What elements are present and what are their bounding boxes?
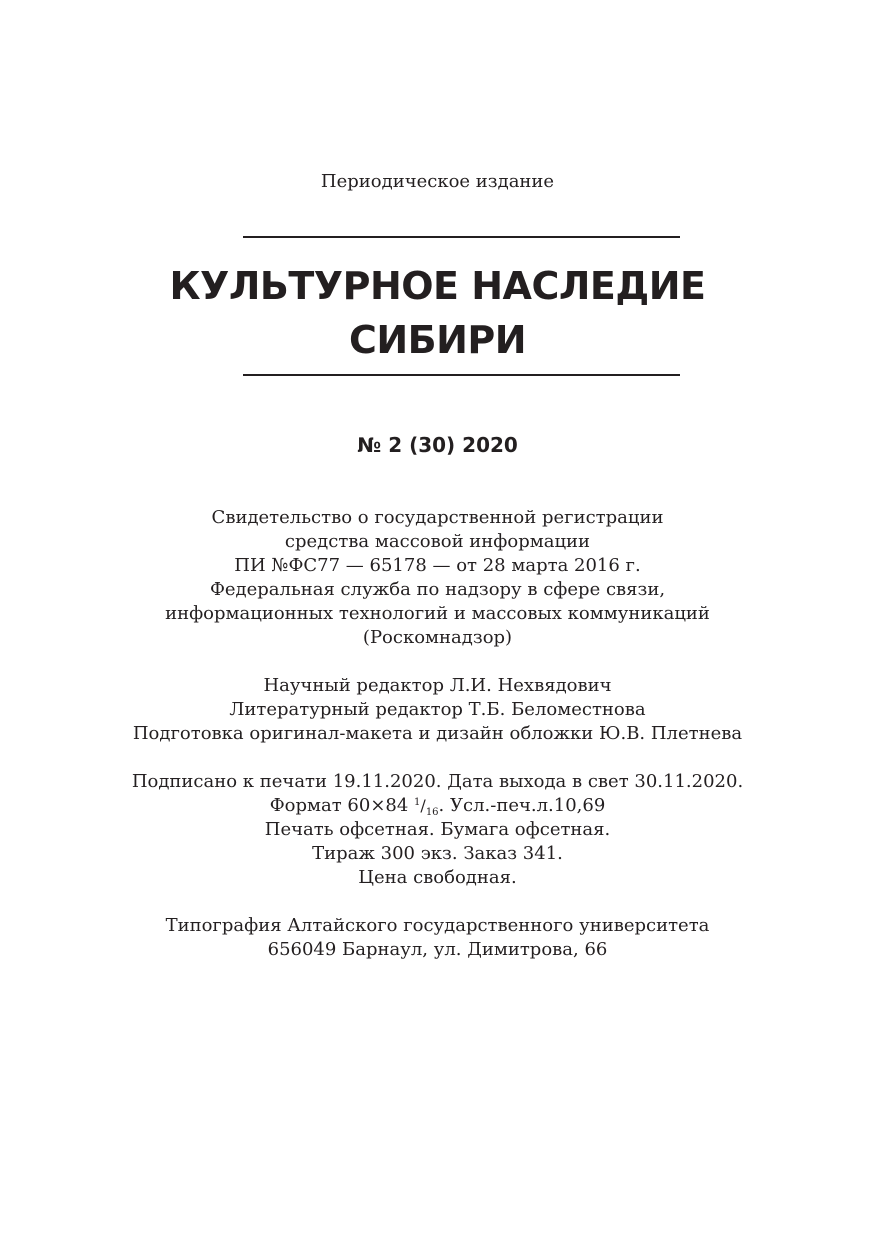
registration-line: (Роскомнадзор) xyxy=(362,627,513,648)
editor-line: Подготовка оригинал-макета и дизайн обложки Ю.В. Плетнева xyxy=(132,723,743,744)
price-line: Цена свободная. xyxy=(358,867,517,888)
format-suffix: . Усл.-печ.л.10,69 xyxy=(438,795,606,816)
format-denominator: 16 xyxy=(425,807,439,818)
signed-date: Подписано к печати 19.11.2020. Дата выхода в свет 30.11.2020. xyxy=(131,771,744,792)
bottom-rule xyxy=(243,374,680,376)
printer-address: 656049 Барнаул, ул. Димитрова, 66 xyxy=(267,939,608,960)
paper-line: Печать офсетная. Бумага офсетная. xyxy=(264,819,611,840)
format-prefix: Формат 60×84 xyxy=(269,795,415,816)
editor-line: Научный редактор Л.И. Нехвядович xyxy=(263,675,612,696)
format-slash: / xyxy=(420,796,426,815)
journal-title-line-1: КУЛЬТУРНОЕ НАСЛЕДИЕ xyxy=(169,264,706,308)
format-line xyxy=(0,795,875,818)
journal-title-line-2: СИБИРИ xyxy=(348,318,527,362)
registration-line: ПИ №ФС77 — 65178 — от 28 марта 2016 г. xyxy=(234,555,641,576)
printer-name: Типография Алтайского государственного университета xyxy=(165,915,710,936)
circulation-line: Тираж 300 экз. Заказ 341. xyxy=(312,843,563,864)
publication-type: Периодическое издание xyxy=(320,171,555,192)
editor-line: Литературный редактор Т.Б. Беломестнова xyxy=(229,699,646,720)
format-fraction xyxy=(414,796,439,818)
registration-line: информационных технологий и массовых коммуникаций xyxy=(165,603,710,624)
format-numerator: 1 xyxy=(414,797,421,808)
registration-line: Федеральная служба по надзору в сфере связи, xyxy=(209,579,666,600)
registration-line: Свидетельство о государственной регистрации xyxy=(211,507,664,528)
top-rule xyxy=(243,236,680,238)
issue-number: № 2 (30) 2020 xyxy=(357,433,518,457)
registration-line: средства массовой информации xyxy=(284,531,591,552)
